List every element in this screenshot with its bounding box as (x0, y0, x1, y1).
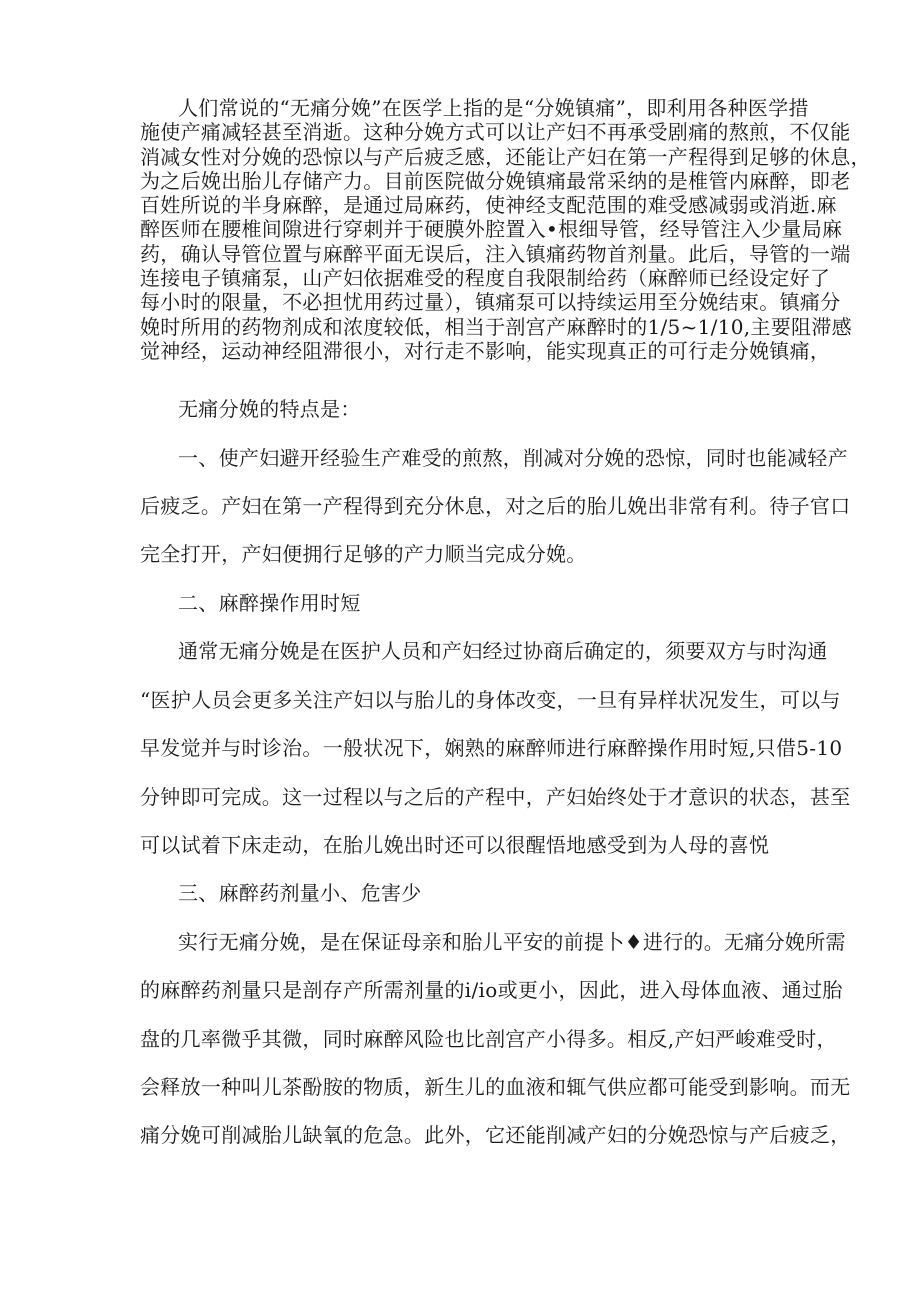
paragraph-line: 完全打开，产妇便拥行足够的产力顺当完成分娩。 (140, 542, 587, 567)
paragraph-line: 药，确认导管位置与麻醉平面无误后，注入镇痛药物首剂量。此后，导管的一端 (140, 241, 851, 266)
paragraph-line: 通常无痛分娩是在医护人员和产妇经过协商后确定的，须要双方与时沟通 (178, 639, 828, 664)
document-page (140, 96, 871, 1160)
paragraph-line: “医护人员会更多关注产妇以与胎儿的身体改变，一旦有异样状况发生，可以与 (140, 687, 841, 712)
paragraph-line: 实行无痛分娩，是在保证母亲和胎儿平安的前提卜♦进行的。无痛分娩所需 (178, 929, 846, 954)
paragraph-line: 分钟即可完成。这一过程以与之后的产程中，产妇始终处于才意识的状态，甚至 (140, 784, 851, 809)
paragraph-line: 后疲乏。产妇在第一产程得到充分休息，对之后的胎儿娩出非常有利。待子官口 (140, 494, 851, 519)
paragraph-gap (140, 363, 800, 385)
features-section (140, 385, 851, 1160)
paragraph-line: 施使产痛减轻甚至消逝。这种分娩方式可以让产妇不再承受剧痛的熬煎，不仅能 (140, 120, 851, 145)
paragraph-line: 娩时所用的药物剂成和浓度较低，相当于剖宫产麻醉时的1/5~1/10,主要阻滞感 (140, 314, 852, 339)
intro-paragraph (140, 96, 871, 363)
paragraph-line: 觉神经，运动神经阻滞很小，对行走不影响，能实现真正的可行走分娩镇痛， (140, 338, 831, 363)
paragraph-line: 百姓所说的半身麻醉，是通过局麻药，使神经支配范围的难受感减弱或消逝.麻 (140, 193, 837, 218)
paragraph-line: 消减女性对分娩的恐惊以与产后疲乏感，还能让产妇在第一产程得到足够的休息， (140, 144, 871, 169)
paragraph-line: 连接电子镇痛泵，山产妇依据难受的程度自我限制给药（麻醉师已经设定好了 (140, 266, 831, 291)
paragraph-line: 盘的几率微乎其微，同时麻醉风险也比剖宫产小得多。相反,产妇严峻难受时， (140, 1026, 837, 1051)
paragraph-line: 一、使产妇避开经验生产难受的煎熬，削减对分娩的恐惊，同时也能减轻产 (178, 445, 848, 470)
paragraph-line: 的麻醉药剂量只是剖存产所需剂量的i/io或更小，因此，进入母体血液、通过胎 (140, 978, 843, 1003)
paragraph-line: 早发觉并与时诊治。一般状况下，娴熟的麻醉师进行麻醉操作用时短,只借5-10 (140, 736, 843, 761)
paragraph-line: 为之后娩出胎儿存储产力。目前医院做分娩镇痛最常采纳的是椎管内麻醉，即老 (140, 168, 851, 193)
paragraph-line: 人们常说的“无痛分娩”在医学上指的是“分娩镇痛”，即利用各种医学措 (178, 96, 809, 120)
paragraph-line: 每小时的限量，不必担忧用药过量），镇痛泵可以持续运用至分娩结束。镇痛分 (140, 290, 841, 315)
features-heading: 无痛分娩的特点是： (178, 397, 361, 422)
paragraph-line: 可以试着下床走动，在胎儿娩出时还可以很醒悟地感受到为人母的喜悦 (140, 832, 770, 857)
section-heading: 二、麻醉操作用时短 (178, 590, 361, 615)
paragraph-line: 会释放一种叫儿茶酚胺的物质，新生儿的血液和辄气供应都可能受到影响。而无 (140, 1074, 851, 1099)
paragraph-line: 醉医师在腰椎间隙进行穿刺并于硬膜外腔置入•根细导管，经导管注入少量局麻 (140, 217, 843, 242)
section-heading: 三、麻醉药剂量小、危害少 (178, 881, 422, 906)
paragraph-line: 痛分娩可削减胎儿缺氧的危急。此外，它还能削减产妇的分娩恐惊与产后疲乏， (140, 1123, 851, 1148)
